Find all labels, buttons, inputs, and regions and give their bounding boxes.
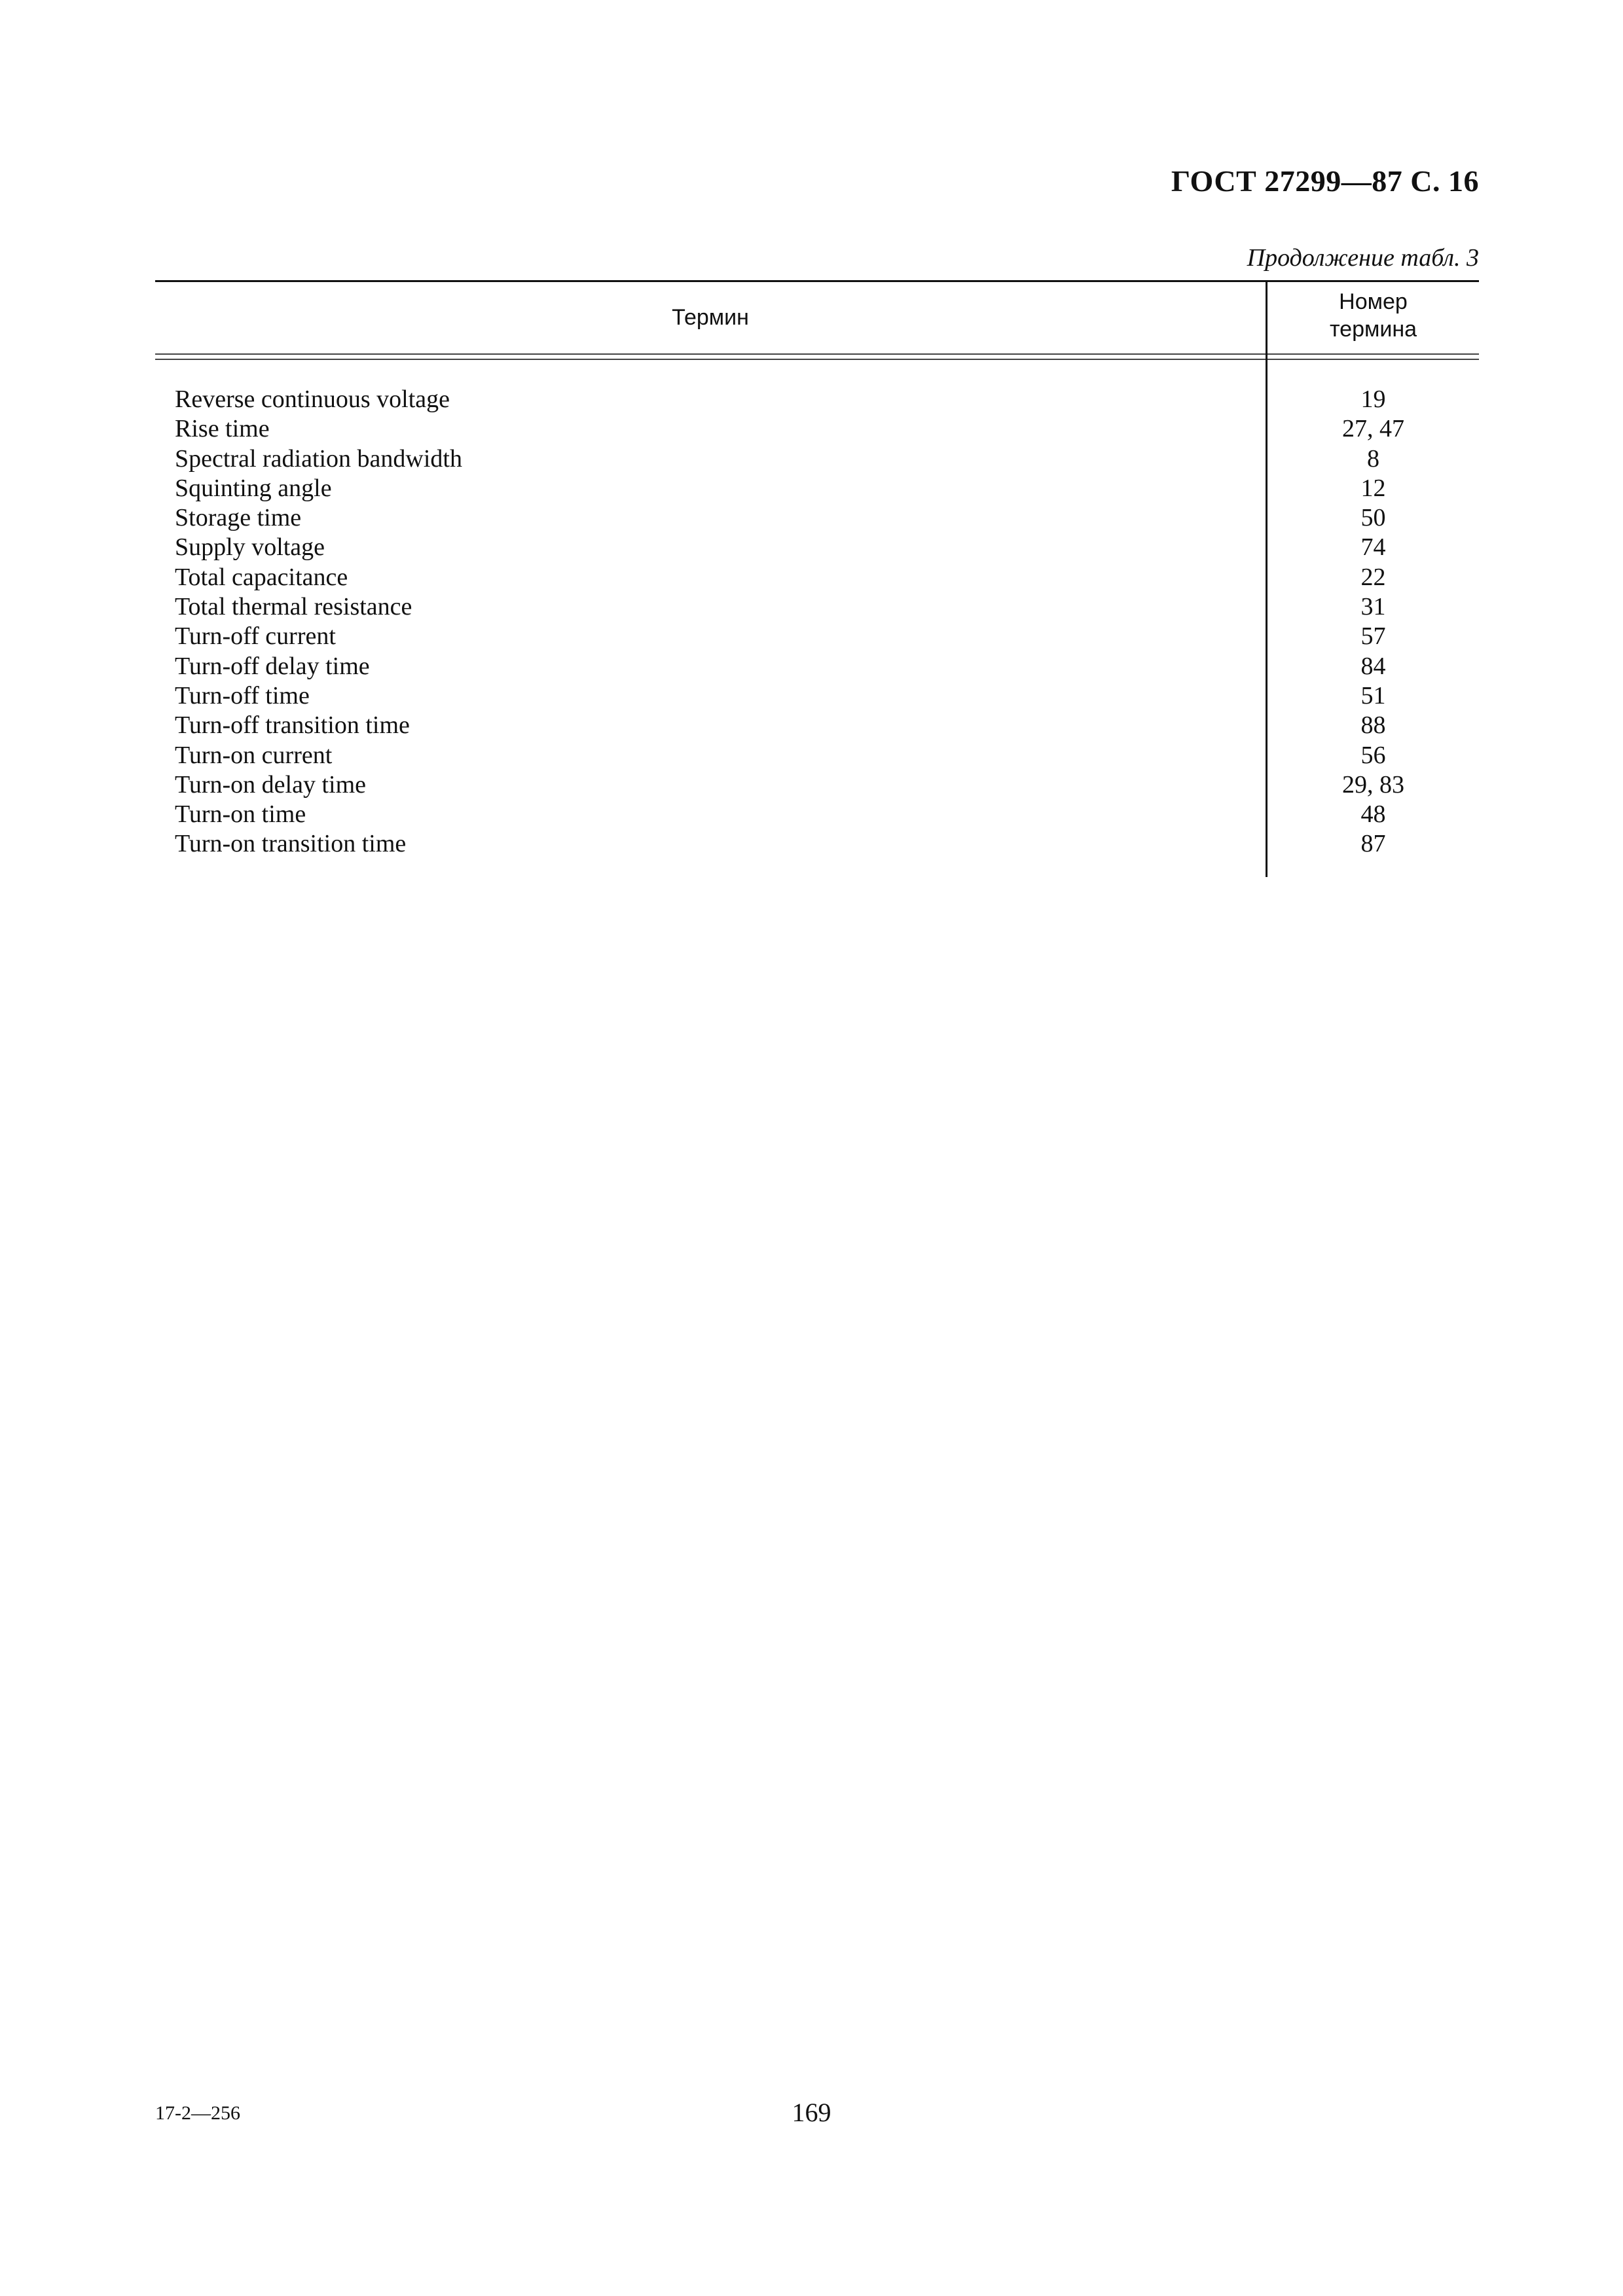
term-cell: Supply voltage <box>175 533 325 562</box>
term-cell: Rise time <box>175 415 270 443</box>
table-row <box>155 444 1479 474</box>
document-header-title: ГОСТ 27299—87 С. 16 <box>1171 164 1479 198</box>
term-number-cell: 48 <box>1360 800 1386 829</box>
term-number-cell: 22 <box>1360 563 1386 591</box>
term-number-cell: 84 <box>1360 652 1386 680</box>
table-row <box>155 770 1479 800</box>
term-cell: Squinting angle <box>175 474 332 502</box>
term-number-cell: 50 <box>1360 504 1386 532</box>
table-row <box>155 503 1479 533</box>
term-cell: Turn-off transition time <box>175 711 410 740</box>
table-row <box>155 474 1479 503</box>
table-row <box>155 533 1479 562</box>
term-cell: Total thermal resistance <box>175 593 412 621</box>
term-cell: Turn-on current <box>175 741 333 769</box>
table-row <box>155 800 1479 829</box>
term-number-cell: 12 <box>1360 474 1386 502</box>
term-number-cell: 31 <box>1360 593 1386 621</box>
table-row <box>155 741 1479 770</box>
term-cell: Reverse continuous voltage <box>175 386 450 413</box>
column-header-term: Термин <box>672 305 749 330</box>
column-header-number <box>1267 288 1479 343</box>
term-number-cell: 19 <box>1360 386 1386 413</box>
table-row <box>155 622 1479 651</box>
column-header-number-line2: термина <box>1329 317 1417 342</box>
table-continuation-caption: Продолжение табл. 3 <box>1247 244 1479 272</box>
table-row <box>155 829 1479 859</box>
term-cell: Turn-on time <box>175 800 306 829</box>
term-cell: Turn-off current <box>175 622 336 651</box>
table-row <box>155 681 1479 711</box>
term-number-cell: 57 <box>1360 622 1386 651</box>
table-row <box>155 385 1479 414</box>
table-row <box>155 592 1479 622</box>
table-row <box>155 711 1479 740</box>
term-number-cell: 8 <box>1367 444 1379 473</box>
print-code: 17-2—256 <box>155 2102 240 2124</box>
header-double-rule-lower <box>155 359 1479 360</box>
column-header-number-line1: Номер <box>1339 289 1408 314</box>
term-number-cell: 27, 47 <box>1342 415 1404 443</box>
table-body <box>155 385 1479 859</box>
term-cell: Turn-on delay time <box>175 770 367 798</box>
term-cell: Turn-on transition time <box>175 830 407 858</box>
term-cell: Storage time <box>175 504 302 532</box>
term-number-cell: 51 <box>1360 681 1386 709</box>
term-number-cell: 74 <box>1360 533 1386 562</box>
term-cell: Turn-off delay time <box>175 652 370 680</box>
term-number-cell: 87 <box>1360 830 1386 858</box>
page-number: 169 <box>792 2098 831 2127</box>
table-row <box>155 563 1479 592</box>
table-row <box>155 652 1479 681</box>
term-number-cell: 88 <box>1360 711 1386 740</box>
term-number-cell: 29, 83 <box>1342 770 1404 798</box>
term-cell: Turn-off time <box>175 681 310 709</box>
terms-index-table <box>155 280 1479 877</box>
term-number-cell: 56 <box>1360 741 1386 769</box>
table-row <box>155 414 1479 444</box>
table-top-rule <box>155 280 1479 282</box>
term-cell: Total capacitance <box>175 563 348 591</box>
term-cell: Spectral radiation bandwidth <box>175 444 462 473</box>
header-double-rule-upper <box>155 353 1479 355</box>
